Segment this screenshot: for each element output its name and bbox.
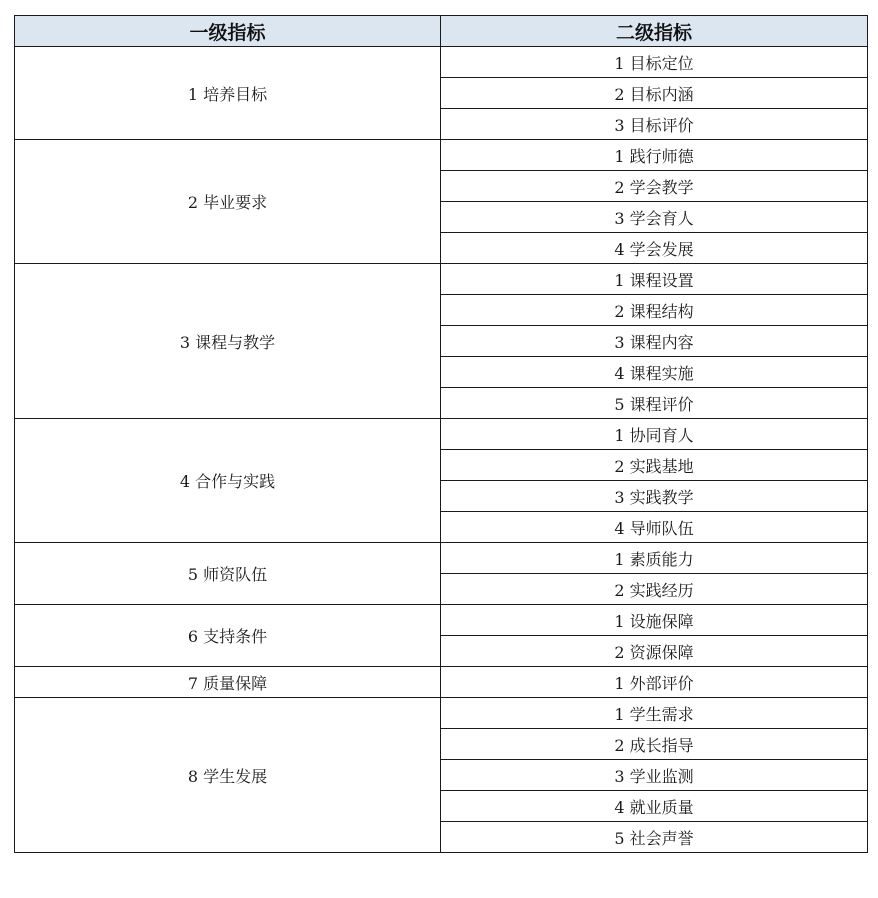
level2-indicator-cell: 4 学会发展 bbox=[441, 233, 868, 264]
level1-indicator-cell: 6 支持条件 bbox=[15, 605, 441, 667]
table-row bbox=[15, 698, 868, 729]
table-row bbox=[15, 419, 868, 450]
level2-indicator-cell: 1 践行师德 bbox=[441, 140, 868, 171]
level1-indicator-cell: 7 质量保障 bbox=[15, 667, 441, 698]
level2-indicator-cell: 1 素质能力 bbox=[441, 543, 868, 574]
level2-indicator-cell: 4 导师队伍 bbox=[441, 512, 868, 543]
level2-indicator-cell: 3 实践教学 bbox=[441, 481, 868, 512]
level2-indicator-cell: 2 目标内涵 bbox=[441, 78, 868, 109]
level1-indicator-cell: 5 师资队伍 bbox=[15, 543, 441, 605]
table-row bbox=[15, 264, 868, 295]
level2-indicator-cell: 4 课程实施 bbox=[441, 357, 868, 388]
level2-indicator-cell: 2 资源保障 bbox=[441, 636, 868, 667]
level2-indicator-cell: 3 学会育人 bbox=[441, 202, 868, 233]
level2-indicator-cell: 5 社会声誉 bbox=[441, 822, 868, 853]
level2-indicator-cell: 1 协同育人 bbox=[441, 419, 868, 450]
header-row bbox=[15, 16, 868, 47]
level1-indicator-cell: 3 课程与教学 bbox=[15, 264, 441, 419]
indicator-table bbox=[14, 15, 868, 853]
header-level1: 一级指标 bbox=[15, 16, 441, 47]
table-body bbox=[15, 47, 868, 853]
table-row bbox=[15, 667, 868, 698]
level2-indicator-cell: 5 课程评价 bbox=[441, 388, 868, 419]
table-row bbox=[15, 47, 868, 78]
level2-indicator-cell: 2 实践基地 bbox=[441, 450, 868, 481]
level2-indicator-cell: 1 课程设置 bbox=[441, 264, 868, 295]
table-row bbox=[15, 140, 868, 171]
header-level2: 二级指标 bbox=[441, 16, 868, 47]
level2-indicator-cell: 1 设施保障 bbox=[441, 605, 868, 636]
level2-indicator-cell: 2 成长指导 bbox=[441, 729, 868, 760]
level2-indicator-cell: 2 实践经历 bbox=[441, 574, 868, 605]
level2-indicator-cell: 3 课程内容 bbox=[441, 326, 868, 357]
level2-indicator-cell: 2 学会教学 bbox=[441, 171, 868, 202]
level2-indicator-cell: 4 就业质量 bbox=[441, 791, 868, 822]
level1-indicator-cell: 1 培养目标 bbox=[15, 47, 441, 140]
level2-indicator-cell: 1 目标定位 bbox=[441, 47, 868, 78]
level2-indicator-cell: 3 目标评价 bbox=[441, 109, 868, 140]
level2-indicator-cell: 3 学业监测 bbox=[441, 760, 868, 791]
table-row bbox=[15, 605, 868, 636]
level2-indicator-cell: 2 课程结构 bbox=[441, 295, 868, 326]
level1-indicator-cell: 2 毕业要求 bbox=[15, 140, 441, 264]
level1-indicator-cell: 8 学生发展 bbox=[15, 698, 441, 853]
level2-indicator-cell: 1 外部评价 bbox=[441, 667, 868, 698]
level2-indicator-cell: 1 学生需求 bbox=[441, 698, 868, 729]
level1-indicator-cell: 4 合作与实践 bbox=[15, 419, 441, 543]
table-row bbox=[15, 543, 868, 574]
